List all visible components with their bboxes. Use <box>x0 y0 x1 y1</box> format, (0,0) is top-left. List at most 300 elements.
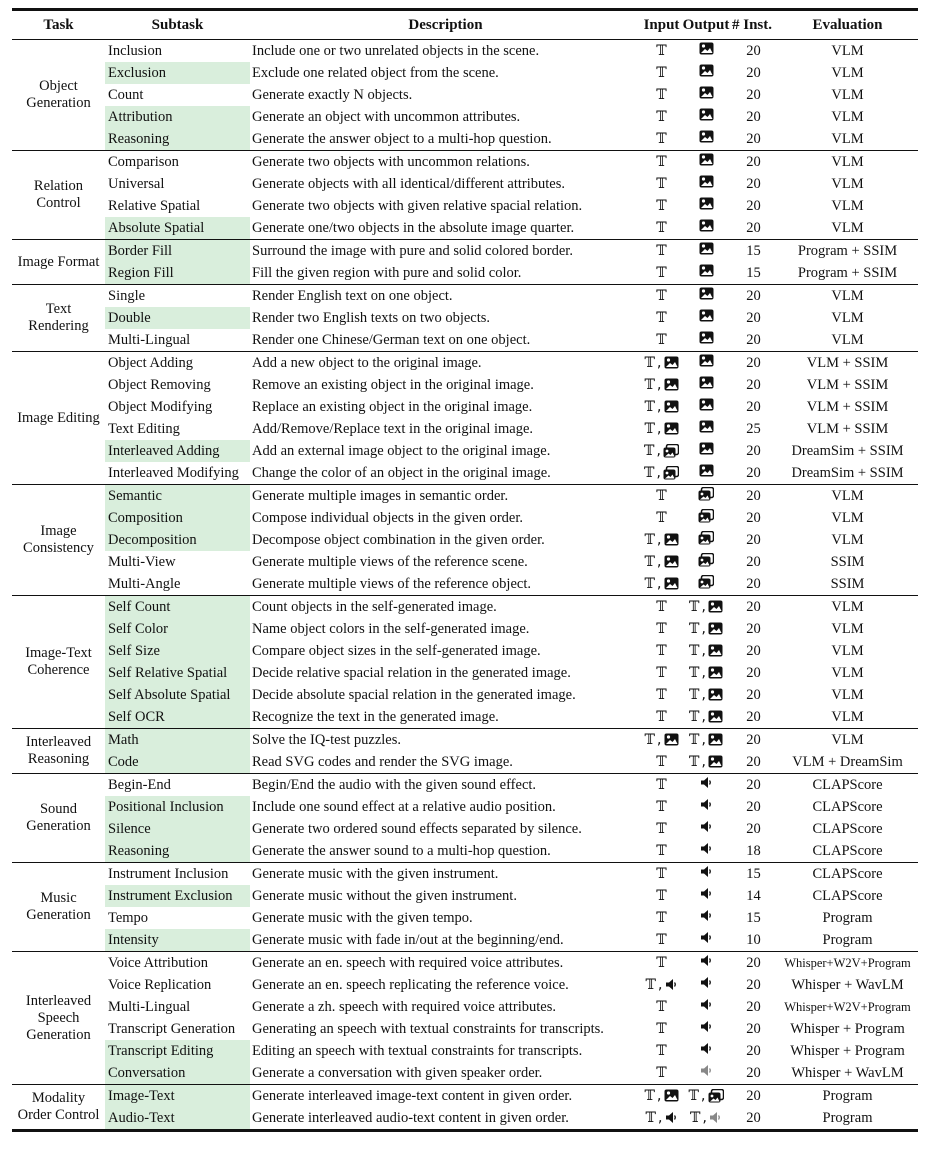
inst-cell: 20 <box>746 531 761 548</box>
output-cell <box>682 64 730 82</box>
evaluation-cell: Program + SSIM <box>797 242 898 259</box>
inst-cell: 20 <box>746 998 761 1015</box>
output-cell <box>682 86 730 104</box>
input-cell <box>641 999 682 1016</box>
icon-separator: , <box>656 442 662 459</box>
evaluation-cell: VLM <box>831 331 864 348</box>
output-cell <box>682 998 730 1016</box>
input-cell <box>641 532 682 549</box>
table-row <box>105 329 918 351</box>
inst-cell: 20 <box>746 398 761 415</box>
evaluation-cell: Whisper+W2V+Program <box>784 999 911 1014</box>
description-cell: Render one Chinese/German text on one object. <box>252 331 531 348</box>
output-icons <box>699 464 714 477</box>
evaluation-cell: VLM <box>831 642 864 659</box>
image-icon <box>708 755 723 768</box>
subtask-cell: Universal <box>108 176 165 192</box>
text-icon: 𝕋 <box>688 642 700 659</box>
task-group <box>12 352 918 485</box>
image-icon <box>699 64 714 77</box>
evaluation-cell: SSIM <box>830 575 865 592</box>
output-cell <box>682 287 730 305</box>
subtask-cell: Tempo <box>108 910 149 926</box>
image-icon <box>699 264 714 277</box>
input-cell <box>641 665 682 682</box>
input-icons <box>656 665 666 681</box>
input-cell <box>641 288 682 305</box>
image-icon <box>664 400 679 413</box>
inst-cell: 20 <box>746 1109 761 1126</box>
inst-cell: 20 <box>746 686 761 703</box>
output-cell <box>682 376 730 394</box>
output-icons <box>700 931 713 944</box>
evaluation-cell: SSIM <box>830 553 865 570</box>
description-cell: Generate an object with uncommon attributes. <box>252 108 521 125</box>
output-icons <box>689 732 723 748</box>
inst-cell: 20 <box>746 64 761 81</box>
icon-separator: , <box>657 1109 663 1126</box>
input-cell <box>641 265 682 282</box>
output-icons <box>699 442 714 455</box>
input-cell <box>641 866 682 883</box>
image-icon <box>708 600 723 613</box>
icon-separator: , <box>656 376 662 393</box>
description-cell: Recognize the text in the generated image. <box>252 708 499 725</box>
table-row <box>105 796 918 818</box>
output-icons <box>700 1042 713 1055</box>
input-icons <box>644 399 678 415</box>
input-icons <box>656 65 666 81</box>
description-cell: Generate an en. speech replicating the reference voice. <box>252 976 569 993</box>
description-cell: Generate a zh. speech with required voice attributes. <box>252 998 556 1015</box>
text-icon: 𝕋 <box>656 331 667 348</box>
output-cell <box>682 575 730 594</box>
input-icons <box>656 1065 666 1081</box>
table-row <box>105 1107 918 1129</box>
subtask-cell: Exclusion <box>105 62 250 84</box>
subtask-cell: Inclusion <box>108 43 162 59</box>
header-task: Task <box>43 16 74 33</box>
output-cell <box>682 108 730 126</box>
text-icon: 𝕋 <box>656 175 667 192</box>
inst-cell: 20 <box>746 954 761 971</box>
input-icons <box>656 910 666 926</box>
output-cell <box>682 976 730 994</box>
output-icons <box>699 309 714 322</box>
input-cell <box>641 754 682 771</box>
output-cell <box>682 1064 730 1082</box>
table-row <box>105 40 918 62</box>
icon-separator: , <box>701 753 707 770</box>
input-cell <box>641 687 682 704</box>
input-icons <box>644 355 678 371</box>
inst-cell: 25 <box>746 420 761 437</box>
table-row <box>105 885 918 907</box>
task-name: Image Format <box>17 253 100 270</box>
input-icons <box>656 777 666 793</box>
table-row <box>105 1062 918 1084</box>
subtask-cell: Code <box>105 751 250 773</box>
input-icons <box>656 131 666 147</box>
subtask-cell: Reasoning <box>105 128 250 150</box>
subtask-cell: Border Fill <box>105 240 250 262</box>
output-cell <box>682 909 730 927</box>
subtask-cell: Transcript Editing <box>105 1040 250 1062</box>
text-icon: 𝕋 <box>656 931 667 948</box>
inst-cell: 20 <box>746 487 761 504</box>
evaluation-cell: VLM <box>831 130 864 147</box>
inst-cell: 18 <box>746 842 761 859</box>
subtask-cell: Absolute Spatial <box>105 217 250 239</box>
text-icon: 𝕋 <box>644 354 655 371</box>
evaluation-cell: VLM <box>831 197 864 214</box>
input-icons <box>656 932 666 948</box>
inst-cell: 15 <box>746 242 761 259</box>
inst-cell: 15 <box>746 865 761 882</box>
output-cell <box>682 331 730 349</box>
output-cell <box>682 865 730 883</box>
image-icon <box>699 287 714 300</box>
evaluation-cell: VLM <box>831 731 864 748</box>
inst-cell: 20 <box>746 753 761 770</box>
output-icons <box>689 754 723 770</box>
text-icon: 𝕋 <box>656 487 667 504</box>
text-icon: 𝕋 <box>656 1064 667 1081</box>
inst-cell: 20 <box>746 442 761 459</box>
output-cell <box>682 798 730 816</box>
input-cell <box>641 176 682 193</box>
output-icons <box>700 976 713 989</box>
output-cell <box>682 42 730 60</box>
input-icons <box>656 109 666 125</box>
input-icons <box>644 1088 678 1104</box>
multi-image-icon <box>698 575 714 589</box>
image-icon <box>699 108 714 121</box>
output-icons <box>700 798 713 811</box>
table-body <box>12 40 918 1129</box>
task-name: Sound Generation <box>26 801 91 834</box>
input-icons <box>656 220 666 236</box>
output-cell <box>682 1110 730 1127</box>
text-icon: 𝕋 <box>656 130 667 147</box>
input-icons <box>644 532 678 548</box>
text-icon: 𝕋 <box>656 1042 667 1059</box>
description-cell: Decide absolute spacial relation in the generated image. <box>252 686 576 703</box>
description-cell: Count objects in the self-generated image. <box>252 598 497 615</box>
subtask-rows <box>105 952 918 1084</box>
input-cell <box>641 243 682 260</box>
evaluation-cell: VLM <box>831 686 864 703</box>
table-row <box>105 195 918 217</box>
multi-image-icon <box>698 509 714 523</box>
text-icon: 𝕋 <box>645 976 656 993</box>
evaluation-cell: Program <box>822 1087 873 1104</box>
text-icon: 𝕋 <box>656 708 667 725</box>
subtask-cell: Instrument Exclusion <box>105 885 250 907</box>
icon-separator: , <box>701 686 707 703</box>
text-icon: 𝕋 <box>656 865 667 882</box>
evaluation-cell: VLM <box>831 620 864 637</box>
description-cell: Generate a conversation with given speaker order. <box>252 1064 543 1081</box>
text-icon: 𝕋 <box>656 798 667 815</box>
image-icon <box>699 376 714 389</box>
input-icons <box>656 643 666 659</box>
description-cell: Generate interleaved audio-text content in given order. <box>252 1109 569 1126</box>
evaluation-cell: CLAPScore <box>812 865 883 882</box>
table-row <box>105 485 918 507</box>
output-icons <box>699 42 714 55</box>
image-icon <box>664 733 679 746</box>
image-icon <box>664 378 679 391</box>
inst-cell: 20 <box>746 464 761 481</box>
table-row <box>105 374 918 396</box>
output-cell <box>682 931 730 949</box>
text-icon: 𝕋 <box>656 287 667 304</box>
evaluation-cell: CLAPScore <box>812 776 883 793</box>
evaluation-cell: VLM <box>831 86 864 103</box>
output-icons <box>699 108 714 121</box>
text-icon: 𝕋 <box>644 553 655 570</box>
output-cell <box>682 687 730 704</box>
evaluation-cell: VLM <box>831 487 864 504</box>
evaluation-cell: CLAPScore <box>812 798 883 815</box>
header-evaluation: Evaluation <box>812 16 883 33</box>
description-cell: Add/Remove/Replace text in the original image. <box>252 420 534 437</box>
inst-cell: 20 <box>746 42 761 59</box>
evaluation-cell: Program <box>822 1109 873 1126</box>
input-cell <box>641 87 682 104</box>
output-icons <box>699 153 714 166</box>
input-icons <box>656 87 666 103</box>
evaluation-cell: Program + SSIM <box>797 264 898 281</box>
table-row <box>105 507 918 529</box>
image-icon <box>664 422 679 435</box>
evaluation-cell: VLM <box>831 175 864 192</box>
input-icons <box>656 754 666 770</box>
input-icons <box>644 576 678 592</box>
output-icons <box>699 130 714 143</box>
subtask-cell: Silence <box>105 818 250 840</box>
input-cell <box>641 910 682 927</box>
evaluation-cell: VLM <box>831 42 864 59</box>
input-icons <box>656 999 666 1015</box>
icon-separator: , <box>656 420 662 437</box>
subtask-cell: Single <box>108 288 146 304</box>
inst-cell: 20 <box>746 1020 761 1037</box>
table-row <box>105 440 918 462</box>
input-cell <box>641 621 682 638</box>
inst-cell: 20 <box>746 376 761 393</box>
input-cell <box>641 377 682 394</box>
text-icon: 𝕋 <box>656 909 667 926</box>
text-icon: 𝕋 <box>656 686 667 703</box>
table-row <box>105 974 918 996</box>
output-icons <box>700 1020 713 1033</box>
evaluation-cell: VLM + SSIM <box>806 376 889 393</box>
description-cell: Surround the image with pure and solid colored border. <box>252 242 573 259</box>
description-cell: Generate an en. speech with required voice attributes. <box>252 954 564 971</box>
output-cell <box>682 732 730 749</box>
inst-cell: 10 <box>746 931 761 948</box>
text-icon: 𝕋 <box>644 398 655 415</box>
description-cell: Generate music with the given instrument. <box>252 865 499 882</box>
table-row <box>105 240 918 262</box>
subtask-cell: Transcript Generation <box>108 1021 236 1037</box>
image-icon <box>699 175 714 188</box>
audio-icon <box>665 978 678 991</box>
text-icon: 𝕋 <box>688 598 700 615</box>
table-row <box>105 307 918 329</box>
text-icon: 𝕋 <box>656 620 667 637</box>
description-cell: Compare object sizes in the self-generated image. <box>252 642 541 659</box>
task-group <box>12 596 918 729</box>
text-icon: 𝕋 <box>688 753 700 770</box>
table-row <box>105 729 918 751</box>
icon-separator: , <box>701 620 707 637</box>
output-cell <box>682 820 730 838</box>
image-icon <box>708 710 723 723</box>
input-cell <box>641 955 682 972</box>
icon-separator: , <box>656 464 662 481</box>
subtask-cell: Attribution <box>105 106 250 128</box>
subtask-rows <box>105 596 918 728</box>
image-icon <box>699 42 714 55</box>
subtask-cell: Reasoning <box>105 840 250 862</box>
table-row <box>105 706 918 728</box>
multi-image-icon <box>663 466 679 480</box>
table-row <box>105 285 918 307</box>
header-description: Description <box>408 16 483 33</box>
output-icons <box>700 776 713 789</box>
input-cell <box>641 643 682 660</box>
task-group <box>12 151 918 240</box>
text-icon: 𝕋 <box>688 1087 699 1104</box>
output-icons <box>699 197 714 210</box>
multi-image-icon <box>663 444 679 458</box>
evaluation-cell: Whisper + Program <box>790 1020 905 1037</box>
table-row <box>105 418 918 440</box>
input-cell <box>641 510 682 527</box>
description-cell: Replace an existing object in the original image. <box>252 398 533 415</box>
table-row <box>105 662 918 684</box>
description-cell: Solve the IQ-test puzzles. <box>252 731 401 748</box>
input-cell <box>641 843 682 860</box>
input-icons <box>656 687 666 703</box>
inst-cell: 20 <box>746 509 761 526</box>
output-cell <box>682 776 730 794</box>
icon-separator: , <box>656 553 662 570</box>
output-cell <box>682 130 730 148</box>
output-icons <box>689 621 723 637</box>
inst-cell: 20 <box>746 620 761 637</box>
output-cell <box>682 354 730 372</box>
subtask-cell: Multi-Lingual <box>108 332 191 348</box>
input-icons <box>656 843 666 859</box>
input-icons <box>644 443 679 459</box>
text-icon: 𝕋 <box>644 376 655 393</box>
text-icon: 𝕋 <box>656 1020 667 1037</box>
text-icon: 𝕋 <box>656 42 667 59</box>
inst-cell: 20 <box>746 354 761 371</box>
table-row <box>105 774 918 796</box>
header-inst: # Inst. <box>732 16 773 33</box>
image-icon <box>699 153 714 166</box>
audio-icon <box>700 798 713 811</box>
description-cell: Generate one/two objects in the absolute image quarter. <box>252 219 575 236</box>
image-icon <box>708 644 723 657</box>
table-row <box>105 840 918 862</box>
output-cell <box>682 665 730 682</box>
table-row <box>105 596 918 618</box>
inst-cell: 20 <box>746 664 761 681</box>
subtask-cell: Image-Text <box>105 1085 250 1107</box>
task-name: Text Rendering <box>28 301 89 334</box>
input-cell <box>641 554 682 571</box>
output-cell <box>682 887 730 905</box>
subtask-cell: Self Color <box>105 618 250 640</box>
output-icons <box>699 376 714 389</box>
task-group <box>12 40 918 151</box>
subtask-cell: Self Relative Spatial <box>105 662 250 684</box>
evaluation-cell: Whisper + WavLM <box>791 1064 904 1081</box>
audio-icon <box>665 1111 678 1124</box>
image-icon <box>699 442 714 455</box>
image-icon <box>699 398 714 411</box>
output-cell <box>682 643 730 660</box>
task-name: Relation Control <box>33 178 84 211</box>
icon-separator: , <box>656 398 662 415</box>
table-row <box>105 529 918 551</box>
output-cell <box>682 509 730 528</box>
subtask-cell: Self Absolute Spatial <box>105 684 250 706</box>
subtask-cell: Relative Spatial <box>108 198 201 214</box>
image-icon <box>699 464 714 477</box>
table-row <box>105 173 918 195</box>
evaluation-cell: VLM <box>831 598 864 615</box>
text-icon: 𝕋 <box>656 86 667 103</box>
icon-separator: , <box>701 708 707 725</box>
image-icon <box>708 622 723 635</box>
output-cell <box>682 242 730 260</box>
output-cell <box>682 553 730 572</box>
table-row <box>105 907 918 929</box>
evaluation-cell: VLM <box>831 509 864 526</box>
inst-cell: 15 <box>746 909 761 926</box>
image-icon <box>699 219 714 232</box>
inst-cell: 20 <box>746 130 761 147</box>
evaluation-cell: VLM <box>831 219 864 236</box>
icon-separator: , <box>700 1087 706 1104</box>
description-cell: Generate music with fade in/out at the beginning/end. <box>252 931 564 948</box>
image-icon <box>664 533 679 546</box>
multi-image-icon <box>698 553 714 567</box>
audio-icon <box>700 954 713 967</box>
subtask-cell: Composition <box>105 507 250 529</box>
output-icons <box>689 687 723 703</box>
task-group <box>12 729 918 774</box>
inst-cell: 20 <box>746 219 761 236</box>
output-icons <box>700 842 713 855</box>
output-cell <box>682 464 730 482</box>
table-row <box>105 551 918 573</box>
output-icons <box>699 242 714 255</box>
input-icons <box>644 421 678 437</box>
description-cell: Generating an speech with textual constraints for transcripts. <box>252 1020 604 1037</box>
description-cell: Exclude one related object from the scene. <box>252 64 499 81</box>
input-cell <box>641 888 682 905</box>
table-row <box>105 684 918 706</box>
description-cell: Generate multiple views of the reference scene. <box>252 553 528 570</box>
